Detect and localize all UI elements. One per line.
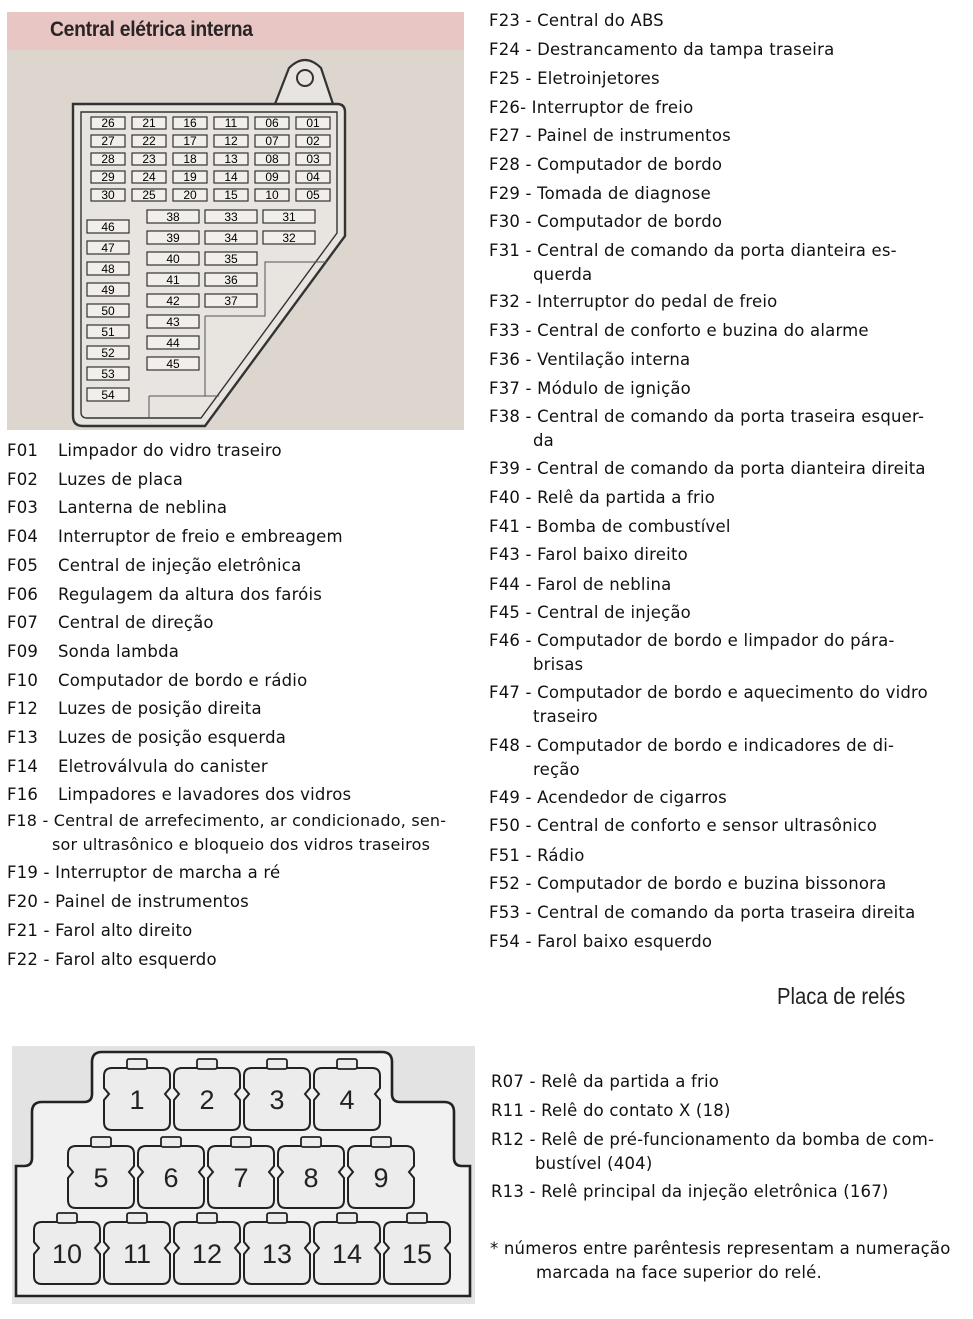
fuse-code: F01 <box>7 441 39 460</box>
fuse-entry <box>7 497 227 519</box>
fuse-code: F09 <box>7 641 39 661</box>
fuse-slot-label: 48 <box>101 262 115 276</box>
fuse-slot-label: 17 <box>183 134 197 148</box>
fuse-entry: F19 - Interruptor de marcha a ré <box>7 863 281 882</box>
fuse-slot-label: 05 <box>306 188 320 202</box>
relay-slot-label: 6 <box>163 1163 179 1193</box>
fuse-code: F13 <box>7 728 39 747</box>
fuse-description: Luzes de placa <box>58 469 184 489</box>
relay-entry: R12 - Relê de pré-funcionamento da bomba de com- <box>491 1130 935 1149</box>
fusebox-title: Central elétrica interna <box>50 18 253 41</box>
fuse-description: Computador de bordo e rádio <box>58 670 308 690</box>
fuse-slot-label: 33 <box>224 210 238 224</box>
fuse-slot-label: 45 <box>166 357 180 371</box>
fuse-description: Luzes de posição esquerda <box>58 728 287 747</box>
relay-slot-label: 15 <box>401 1239 433 1269</box>
fuse-slot-label: 25 <box>142 188 156 202</box>
relay-slot-label: 10 <box>51 1239 83 1269</box>
fuse-slot-label: 11 <box>224 116 238 130</box>
fuse-entry <box>7 784 351 806</box>
fuse-slot-label: 51 <box>101 325 115 339</box>
fuse-entry: F30 - Computador de bordo <box>489 212 723 231</box>
fuse-entry: F43 - Farol baixo direito <box>489 545 688 564</box>
fuse-entry: F48 - Computador de bordo e indicadores de di- <box>489 736 895 755</box>
fuse-entry-continuation: sor ultrasônico e bloqueio dos vidros traseiros <box>52 835 431 854</box>
fuse-entry: F53 - Central de comando da porta traseira direita <box>489 903 916 922</box>
fuse-slot-label: 49 <box>101 283 115 297</box>
fuse-slot-label: 08 <box>265 152 279 166</box>
fuse-slot-label: 50 <box>101 304 115 318</box>
fuse-description: Interruptor de freio e embreagem <box>58 527 343 547</box>
fuse-slot-label: 04 <box>306 170 320 184</box>
fuse-entry: F27 - Painel de instrumentos <box>489 126 731 145</box>
relay-slot <box>384 1213 450 1284</box>
fuse-entry: F38 - Central de comando da porta traseira esquer- <box>489 407 925 426</box>
relay-entry: R11 - Relê do contato X (18) <box>491 1101 731 1120</box>
fuse-slot-label: 27 <box>101 134 115 148</box>
fuse-slot-label: 41 <box>166 273 180 287</box>
relay-slot <box>208 1137 274 1208</box>
fuse-entry: F47 - Computador de bordo e aquecimento do vidro <box>489 683 928 702</box>
fuse-description: Luzes de posição direita <box>58 699 262 719</box>
fuse-slot-label: 43 <box>166 315 180 329</box>
fuse-entry: F49 - Acendedor de cigarros <box>489 788 727 807</box>
fuse-slot-label: 19 <box>183 170 197 184</box>
fuse-slot-label: 13 <box>224 152 238 166</box>
fuse-slot-label: 18 <box>183 152 197 166</box>
fuse-code: F04 <box>7 527 39 547</box>
fuse-slot-label: 02 <box>306 134 320 148</box>
fuse-entry: F31 - Central de comando da porta dianteira es- <box>489 241 897 260</box>
fuse-entry <box>7 641 179 663</box>
fuse-entry <box>7 584 322 606</box>
relay-slot-label: 1 <box>129 1085 145 1115</box>
relay-slot <box>244 1059 310 1130</box>
fuse-description: Central de injeção eletrônica <box>58 555 302 575</box>
fuse-entry-continuation: querda <box>533 265 593 284</box>
fuse-slot-label: 28 <box>101 152 115 166</box>
relay-slot <box>104 1213 170 1284</box>
fuse-slot-label: 29 <box>101 170 115 184</box>
fuse-entry: F29 - Tomada de diagnose <box>489 184 711 203</box>
relay-slot-label: 7 <box>233 1163 249 1193</box>
fuse-description: Sonda lambda <box>58 641 180 661</box>
fuse-slot-label: 34 <box>224 231 238 245</box>
fuse-entry <box>7 670 307 692</box>
relay-slot <box>174 1213 240 1284</box>
fuse-slot-label: 47 <box>101 241 115 255</box>
relay-board-diagram <box>12 1046 475 1304</box>
fuse-entry: F22 - Farol alto esquerdo <box>7 950 217 969</box>
fuse-entry: F23 - Central do ABS <box>489 11 664 30</box>
relay-slot-label: 3 <box>269 1085 285 1115</box>
relay-slot-label: 13 <box>261 1239 293 1269</box>
fuse-slot-label: 09 <box>265 170 279 184</box>
fuse-slot-label: 03 <box>306 152 320 166</box>
relay-slot <box>34 1213 100 1284</box>
fuse-slot-label: 10 <box>265 188 279 202</box>
fusebox-drawing <box>7 12 464 430</box>
fuse-slot-label: 16 <box>183 116 197 130</box>
fuse-code: F06 <box>7 584 39 604</box>
fuse-entry: F21 - Farol alto direito <box>7 921 193 940</box>
fuse-slot-label: 14 <box>224 170 238 184</box>
fuse-slot-label: 12 <box>224 134 238 148</box>
fuse-description: Lanterna de neblina <box>58 498 228 518</box>
relay-slot-label: 14 <box>331 1239 363 1269</box>
fuse-code: F12 <box>7 699 39 719</box>
relay-slot <box>278 1137 344 1208</box>
fuse-slot-label: 01 <box>306 116 320 130</box>
fuse-entry <box>7 612 214 634</box>
relay-slot-label: 12 <box>191 1239 223 1269</box>
fuse-entry-continuation: brisas <box>533 655 584 674</box>
relay-slot-label: 11 <box>122 1239 152 1269</box>
relay-board-drawing <box>12 1046 475 1304</box>
fuse-entry <box>7 555 301 577</box>
fuse-slot-label: 20 <box>183 188 197 202</box>
fuse-slot-label: 07 <box>265 134 279 148</box>
fuse-slot-label: 53 <box>101 367 115 381</box>
fuse-slot-label: 24 <box>142 170 156 184</box>
relay-slot-label: 9 <box>373 1163 389 1193</box>
fuse-entry-continuation: traseiro <box>533 707 598 726</box>
fuse-slot-label: 23 <box>142 152 156 166</box>
relay-slot-label: 4 <box>339 1085 355 1115</box>
relay-board-title: Placa de relés <box>777 983 906 1009</box>
fuse-slot-label: 26 <box>101 116 115 130</box>
fuse-entry <box>7 469 183 491</box>
fuse-entry: F18 - Central de arrefecimento, ar condicionado, sen- <box>7 811 447 830</box>
fuse-slot-label: 31 <box>282 210 296 224</box>
fuse-description: Limpadores e lavadores dos vidros <box>58 785 352 805</box>
relay-entry: R07 - Relê da partida a frio <box>491 1072 720 1091</box>
fuse-slot-label: 15 <box>224 188 238 202</box>
fuse-entry: F50 - Central de conforto e sensor ultrasônico <box>489 816 878 835</box>
fuse-entry: F36 - Ventilação interna <box>489 350 691 369</box>
relay-slot-label: 2 <box>199 1085 215 1115</box>
fuse-entry: F54 - Farol baixo esquerdo <box>489 932 713 951</box>
relay-slot <box>174 1059 240 1130</box>
fuse-entry: F46 - Computador de bordo e limpador do pára- <box>489 631 895 650</box>
fuse-slot-label: 52 <box>101 346 115 360</box>
fuse-description: Regulagem da altura dos faróis <box>58 584 323 604</box>
relay-entry: R13 - Relê principal da injeção eletrônica (167) <box>491 1182 889 1201</box>
fuse-entry: F26- Interruptor de freio <box>489 98 694 117</box>
fuse-entry: F40 - Relê da partida a frio <box>489 488 716 507</box>
fuse-slot-label: 35 <box>224 252 238 266</box>
fuse-entry: F25 - Eletroinjetores <box>489 69 660 88</box>
fuse-entry: F24 - Destrancamento da tampa traseira <box>489 40 835 59</box>
fuse-code: F02 <box>7 469 39 489</box>
footnote-line-1: * números entre parêntesis representam a numeração <box>490 1239 951 1258</box>
fuse-slot-label: 46 <box>101 220 115 234</box>
fuse-entry <box>7 698 262 720</box>
fuse-entry: F44 - Farol de neblina <box>489 575 672 594</box>
fuse-slot-label: 42 <box>166 294 180 308</box>
fuse-slot-label: 30 <box>101 188 115 202</box>
relay-slot-label: 8 <box>303 1163 319 1193</box>
fuse-description: Limpador do vidro traseiro <box>58 441 282 460</box>
fuse-slot-label: 06 <box>265 116 279 130</box>
relay-slot <box>244 1213 310 1284</box>
relay-slot <box>138 1137 204 1208</box>
relay-slot <box>348 1137 414 1208</box>
fuse-entry: F41 - Bomba de combustível <box>489 517 731 536</box>
fuse-entry <box>7 526 343 548</box>
fuse-slot-label: 39 <box>166 231 180 245</box>
fuse-entry-continuation: da <box>533 431 554 450</box>
relay-entry-continuation: bustível (404) <box>535 1154 653 1173</box>
fuse-entry-continuation: reção <box>533 760 580 779</box>
fuse-slot-label: 22 <box>142 134 156 148</box>
fuse-slot-label: 36 <box>224 273 238 287</box>
fuse-description: Central de direção <box>58 613 214 633</box>
fuse-entry <box>7 756 268 778</box>
fuse-slot-label: 37 <box>224 294 238 308</box>
relay-slot <box>68 1137 134 1208</box>
fuse-entry: F20 - Painel de instrumentos <box>7 892 249 911</box>
relay-slot <box>314 1059 380 1130</box>
footnote-line-2: marcada na face superior do relé. <box>536 1263 822 1282</box>
fuse-entry <box>7 440 282 462</box>
fusebox-diagram <box>7 12 464 430</box>
fuse-entry: F32 - Interruptor do pedal de freio <box>489 292 778 311</box>
relay-slot-label: 5 <box>93 1163 109 1193</box>
fuse-code: F03 <box>7 498 39 518</box>
fuse-code: F10 <box>7 670 39 690</box>
fuse-slot-label: 44 <box>166 336 180 350</box>
fuse-slot-label: 40 <box>166 252 180 266</box>
fuse-entry: F39 - Central de comando da porta dianteira direita <box>489 459 926 478</box>
fuse-entry: F45 - Central de injeção <box>489 603 691 622</box>
fuse-code: F14 <box>7 756 39 776</box>
fuse-description: Eletroválvula do canister <box>58 756 268 776</box>
fuse-slot-label: 21 <box>142 116 156 130</box>
fuse-slot-label: 32 <box>282 231 296 245</box>
fuse-entry: F28 - Computador de bordo <box>489 155 723 174</box>
fuse-entry: F51 - Rádio <box>489 846 585 865</box>
fuse-code: F07 <box>7 613 39 633</box>
fuse-entry: F33 - Central de conforto e buzina do alarme <box>489 321 869 340</box>
relay-slot <box>104 1059 170 1130</box>
fuse-entry <box>7 727 286 749</box>
fuse-entry: F52 - Computador de bordo e buzina bissonora <box>489 874 887 893</box>
relay-slot <box>314 1213 380 1284</box>
fuse-slot-label: 54 <box>101 388 115 402</box>
fuse-slot-label: 38 <box>166 210 180 224</box>
fuse-code: F16 <box>7 785 39 805</box>
fuse-entry: F37 - Módulo de ignição <box>489 379 691 398</box>
fuse-code: F05 <box>7 555 39 575</box>
